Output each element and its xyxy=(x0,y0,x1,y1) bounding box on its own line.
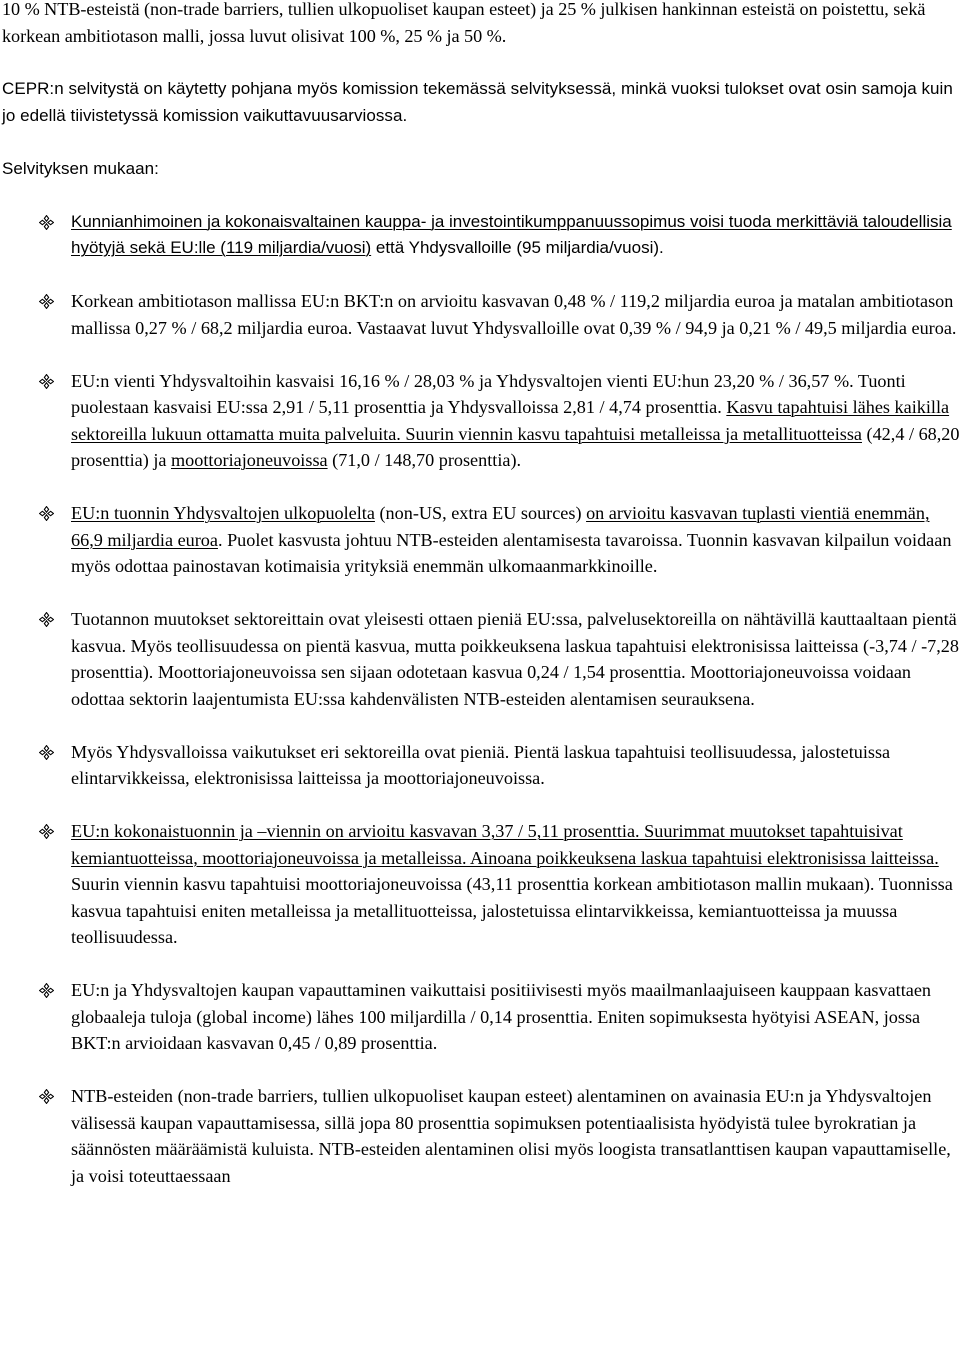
underlined-text: Kasvu tapahtuisi lähes kaikilla sektoreilla lukuun ottamatta muita palveluita. Suurin viennin kasvu tapahtuisi metalleissa ja metallituotteissa xyxy=(71,397,950,444)
four-diamond-bullet-icon xyxy=(39,215,54,230)
list-item xyxy=(0,209,960,262)
item-text: (non-US, extra EU sources) xyxy=(374,503,587,523)
four-diamond-bullet-icon xyxy=(39,1089,54,1104)
four-diamond-bullet-icon xyxy=(39,374,54,389)
list-item xyxy=(0,288,960,341)
four-diamond-bullet-icon xyxy=(39,745,54,760)
underlined-text: on arvioitu kasvavan tuplasti vientiä enemmän, 66,9 miljardia euroa xyxy=(71,503,930,550)
list-item xyxy=(0,500,960,580)
four-diamond-bullet-icon xyxy=(39,612,54,627)
list-item xyxy=(0,606,960,712)
item-text: että Yhdysvalloille (95 miljardia/vuosi). xyxy=(371,238,664,257)
four-diamond-bullet-icon xyxy=(39,294,54,309)
findings-list xyxy=(0,209,960,1190)
four-diamond-bullet-icon xyxy=(39,983,54,998)
item-text: EU:n vienti Yhdysvaltoihin kasvaisi 16,16 % / 28,03 % ja Yhdysvaltojen vienti EU:hun 23,20 % / 36,57 %. Tuonti puolestaan kasvaisi EU:ssa 2,91 / 5,11 prosenttia ja Yhdysvalloissa 2,81 / 4,74 prosenttia. xyxy=(71,370,906,417)
underlined-text: moottoriajoneuvoissa xyxy=(171,450,328,470)
underlined-text: Kunnianhimoinen ja kokonaisvaltainen kauppa- ja investointikumppanuussopimus voisi tuoda merkittäviä taloudellisia hyötyjä sekä EU:lle (119 miljardia/vuosi) xyxy=(71,211,952,257)
item-text: Tuotannon muutokset sektoreittain ovat yleisesti ottaen pieniä EU:ssa, palvelusektoreilla on nähtävillä kauttaaltaan pientä kasvua. Myös teollisuudessa on pientä kasvua, mutta poikkeuksena laskua tapahtuisi elektronisissa laitteissa (-3,74 / -7,28 prosenttia). Moottoriajoneuvoissa sen sijaan odotetaan kasvua 0,24 / 1,54 prosenttia. Moottoriajoneuvoissa voidaan odottaa sektorin laajentumista EU:ssa kahdenvälisten NTB-esteiden alentamisen seurauksena. xyxy=(71,609,959,709)
list-item xyxy=(0,818,960,951)
item-text: EU:n ja Yhdysvaltojen kaupan vapauttaminen vaikuttaisi positiivisesti myös maailmanlaajuiseen kauppaan kasvattaen globaaleja tuloja (global income) lähes 100 miljardilla / 0,14 prosenttia. Eniten sopimuksesta hyötyisi ASEAN, jossa BKT:n arvioidaan kasvavan 0,45 / 0,89 prosenttia. xyxy=(71,980,931,1053)
list-item xyxy=(0,1083,960,1189)
item-text: Korkean ambitiotason mallissa EU:n BKT:n on arvioitu kasvavan 0,48 % / 119,2 miljardia euroa ja matalan ambitiotason mallissa 0,27 % / 68,2 miljardia euroa. Vastaavat luvut Yhdysvalloille ovat 0,39 % / 94,9 ja 0,21 % / 49,5 miljardia euroa. xyxy=(71,291,957,338)
intro-paragraph-scenarios: 10 % NTB-esteistä (non-trade barriers, tullien ulkopuoliset kaupan esteet) ja 25 % julkisen hankinnan esteistä on poistettu, sekä korkean ambitiotason malli, jossa luvut olisivat 100 %, 25 % ja 50 %. xyxy=(2,0,926,46)
intro-paragraph-cepr: CEPR:n selvitystä on käytetty pohjana myös komission tekemässä selvityksessä, minkä vuoksi tulokset ovat osin samoja kuin jo edellä tiivistetyssä komission vaikuttavuusarviossa. xyxy=(2,79,953,125)
item-text: Myös Yhdysvalloissa vaikutukset eri sektoreilla ovat pieniä. Pientä laskua tapahtuisi teollisuudessa, jalostetuissa elintarvikkeissa, elektronisissa laitteissa ja moottoriajoneuvoissa. xyxy=(71,741,891,788)
item-text: (71,0 / 148,70 prosenttia). xyxy=(327,450,522,470)
four-diamond-bullet-icon xyxy=(39,506,54,521)
four-diamond-bullet-icon xyxy=(39,824,54,839)
list-item xyxy=(0,977,960,1057)
underlined-text: EU:n tuonnin Yhdysvaltojen ulkopuolelta xyxy=(71,503,375,523)
section-lead: Selvityksen mukaan: xyxy=(2,159,159,178)
item-text: . Puolet kasvusta johtuu NTB-esteiden alentamisesta tavaroissa. Tuonnin kasvavan kilpailun voidaan myös odottaa painostavan kotimaisia yrityksiä enemmän ulkomaanmarkkinoille. xyxy=(71,529,952,576)
item-text: (42,4 / 68,20 prosenttia) ja xyxy=(71,423,960,470)
item-text: NTB-esteiden (non-trade barriers, tullien ulkopuoliset kaupan esteet) alentaminen on avainasia EU:n ja Yhdysvaltojen välisessä kaupan vapauttamisessa, sillä jopa 80 prosenttia sopimuksen potentiaalisista hyödyistä tulee byrokratian ja säännösten määräämistä kuluista. NTB-esteiden alentaminen olisi myös loogista transatlanttisen kaupan vapauttamiselle, ja voisi toteuttaessaan xyxy=(71,1086,951,1186)
underlined-text: EU:n kokonaistuonnin ja –viennin on arvioitu kasvavan 3,37 / 5,11 prosenttia. Suurimmat muutokset tapahtuisivat kemiantuotteissa, moottoriajoneuvoissa ja metalleissa. Ainoana poikkeuksena laskua tapahtuisi elektronisissa laitteissa. xyxy=(71,821,939,868)
item-text: Suurin viennin kasvu tapahtuisi moottoriajoneuvoissa (43,11 prosenttia korkean ambitiotason mallin mukaan). Tuonnissa kasvua tapahtuisi eniten metalleissa ja metallituotteissa, jalostetuissa elintarvikkeissa, kemiantuotteissa ja muussa teollisuudessa. xyxy=(71,874,953,947)
list-item xyxy=(0,739,960,792)
list-item xyxy=(0,368,960,474)
